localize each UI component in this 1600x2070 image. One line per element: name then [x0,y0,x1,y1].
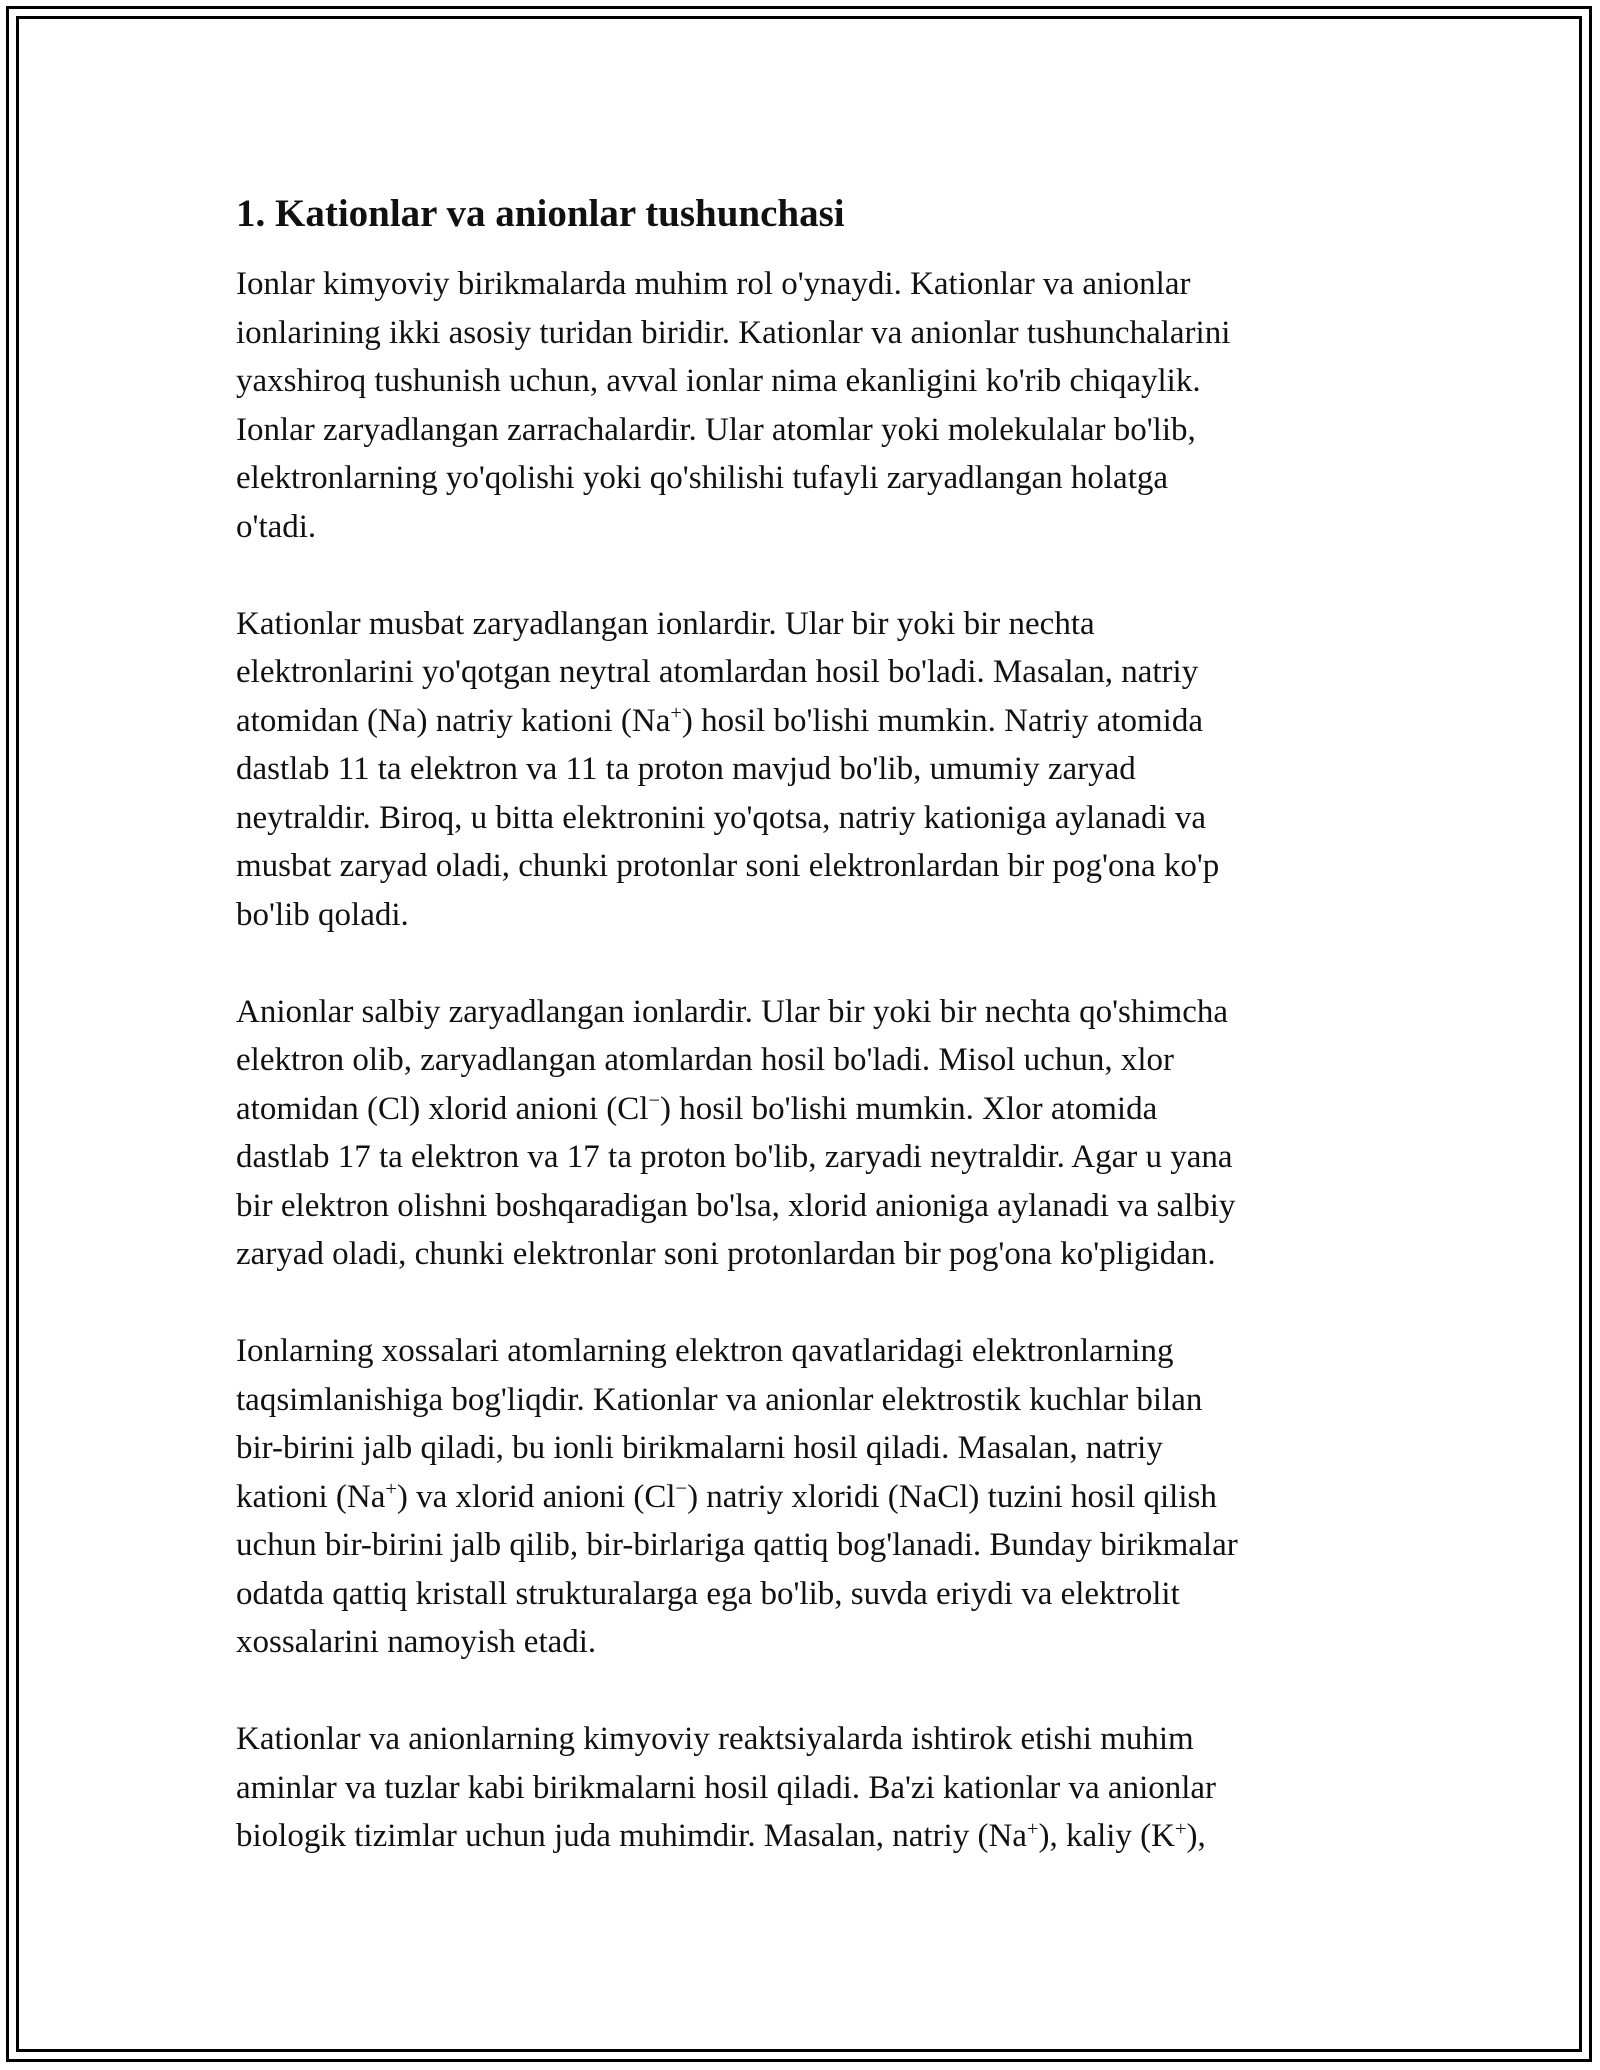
text-line: bo'lib qoladi. [236,896,409,933]
ion-charge-superscript: + [385,1478,397,1501]
text-line: o'tadi. [236,508,317,545]
paragraph [236,1715,1366,1861]
text-line: dastlab 17 ta elektron va 17 ta proton bo'lib, zaryadi neytraldir. Agar u yana [236,1139,1233,1175]
text-line: yaxshiroq tushunish uchun, avval ionlar nima ekanligini ko'rib chiqaylik. [236,363,1201,399]
text-line: Ionlar kimyoviy birikmalarda muhim rol o'ynaydi. Kationlar va anionlar [236,266,1191,302]
text-line: musbat zaryad oladi, chunki protonlar soni elektronlardan bir pog'ona ko'p [236,848,1220,884]
text-line: Kationlar musbat zaryadlangan ionlardir. Ular bir yoki bir nechta [236,605,1095,642]
text-line: dastlab 11 ta elektron va 11 ta proton mavjud bo'lib, umumiy zaryad [236,751,1136,787]
paragraph-list [236,260,1366,1861]
text-line: Ionlarning xossalari atomlarning elektron qavatlaridagi elektronlarning [236,1333,1174,1369]
text-line: Anionlar salbiy zaryadlangan ionlardir. Ular bir yoki bir nechta qo'shimcha [236,993,1228,1030]
text-line: kationi (Na+) va xlorid anioni (Cl−) natriy xloridi (NaCl) tuzini hosil qilish [236,1478,1217,1515]
text-line: xossalarini namoyish etadi. [236,1624,597,1660]
text-line: Kationlar va anionlarning kimyoviy reaktsiyalarda ishtirok etishi muhim [236,1721,1194,1757]
text-line: elektronlarini yo'qotgan neytral atomlardan hosil bo'ladi. Masalan, natriy [236,654,1199,690]
paragraph [236,260,1366,551]
text-line: aminlar va tuzlar kabi birikmalarni hosil qiladi. Ba'zi kationlar va anionlar [236,1769,1217,1806]
paragraph [236,988,1366,1279]
text-line: taqsimlanishiga bog'liqdir. Kationlar va anionlar elektrostik kuchlar bilan [236,1381,1203,1418]
text-line: elektronlarning yo'qolishi yoki qo'shilishi tufayli zaryadlangan holatga [236,460,1169,496]
text-line: atomidan (Cl) xlorid anioni (Cl−) hosil bo'lishi mumkin. Xlor atomida [236,1090,1158,1127]
text-line: zaryad oladi, chunki elektronlar soni protonlardan bir pog'ona ko'pligidan. [236,1236,1216,1272]
paragraph [236,1327,1366,1667]
ion-charge-superscript: − [648,1090,660,1113]
text-line: odatda qattiq kristall strukturalarga ega bo'lib, suvda eriydi va elektrolit [236,1575,1180,1612]
ion-charge-superscript: + [670,702,682,725]
text-line: bir-birini jalb qiladi, bu ionli birikmalarni hosil qiladi. Masalan, natriy [236,1430,1163,1466]
text-line: bir elektron olishni boshqaradigan bo'lsa, xlorid anioniga aylanadi va salbiy [236,1187,1236,1224]
text-line: uchun bir-birini jalb qilib, bir-birlariga qattiq bog'lanadi. Bunday birikmalar [236,1527,1238,1563]
paragraph [236,600,1366,940]
ion-charge-superscript: − [675,1478,688,1501]
text-line: neytraldir. Biroq, u bitta elektronini yo'qotsa, natriy kationiga aylanadi va [236,799,1207,836]
ion-charge-superscript: + [1026,1817,1039,1840]
section-heading: 1. Kationlar va anionlar tushunchasi [236,192,845,235]
text-line: biologik tizimlar uchun juda muhimdir. Masalan, natriy (Na+), kaliy (K+), [236,1817,1206,1854]
text-line: elektron olib, zaryadlangan atomlardan hosil bo'ladi. Misol uchun, xlor [236,1042,1174,1078]
text-line: Ionlar zaryadlangan zarrachalardir. Ular atomlar yoki molekulalar bo'lib, [236,411,1196,448]
ion-charge-superscript: + [1175,1817,1187,1840]
document-body [236,188,1366,1861]
text-line: ionlarining ikki asosiy turidan biridir. Kationlar va anionlar tushunchalarini [236,314,1231,351]
text-line: atomidan (Na) natriy kationi (Na+) hosil bo'lishi mumkin. Natriy atomida [236,702,1203,739]
